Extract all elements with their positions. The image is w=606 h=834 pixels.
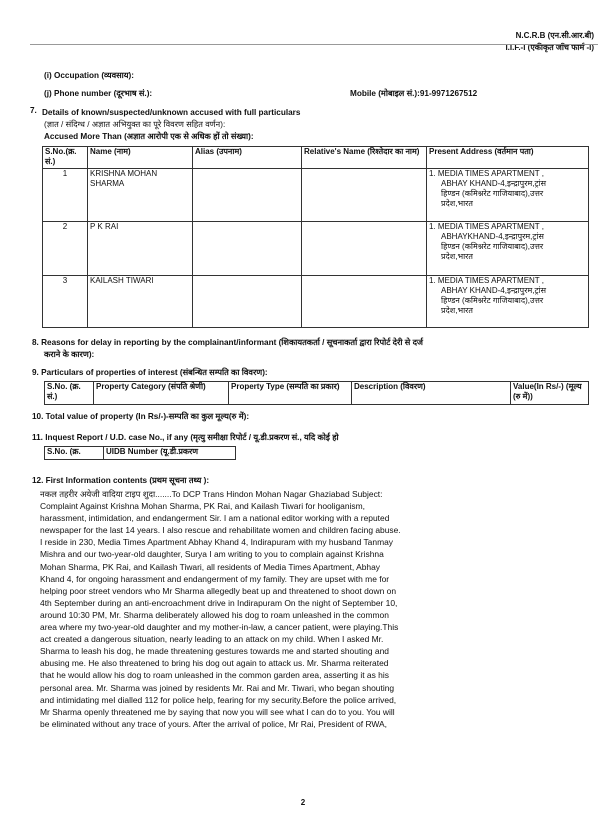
col-sno: S.No. (क्र.	[45, 447, 104, 460]
address-line: ABHAY KHAND-4,इन्द्रापुरम,ट्रांस	[441, 286, 546, 295]
row-relative	[302, 169, 427, 222]
col-sno: S.No. (क्र. सं.)	[45, 382, 94, 405]
property-table-header	[45, 382, 589, 405]
col-relative: Relative's Name (रिश्तेदार का नाम)	[302, 147, 427, 169]
row-name: P K RAI	[88, 222, 193, 276]
row-address	[427, 169, 589, 222]
address-line: हिण्डन (कमिश्नरेट गाजियाबाद),उत्तर	[441, 242, 544, 251]
fir-line: I reside in 230, Media Times Apartment Abhay Khand 4, Indirapuram with my husband Tanmay	[40, 537, 394, 548]
col-description: Description (विवरण)	[352, 382, 511, 405]
col-sno: S.No.(क्र. सं.)	[43, 147, 88, 169]
fir-line: Sharma to leash his dog, he made threatening gestures towards me and started shouting and	[40, 646, 389, 657]
section-10-title: 10. Total value of property (In Rs/-)-सम्पति का कुल मूल्य(रु में):	[32, 412, 250, 421]
address-line: 1. MEDIA TIMES APARTMENT ,	[429, 276, 544, 285]
phone-label: (j) Phone number (दूरभाष सं.):	[44, 89, 153, 98]
property-table	[44, 381, 589, 405]
row-name: KAILASH TIWARI	[88, 276, 193, 328]
fir-line: 4th September during an anti-encroachment drive in Indirapuram On the night of September 10,	[40, 597, 398, 608]
fir-line: act created a dangerous situation, nearly leading to an attack on my child. When I asked Mr.	[40, 634, 384, 645]
address-line: 1. MEDIA TIMES APARTMENT ,	[429, 222, 544, 231]
row-sno: 1	[43, 169, 88, 222]
fir-line: newspaper for the last 14 years. I also rescue and rehabilitate women and children facing abuse.	[40, 525, 401, 536]
row-relative	[302, 276, 427, 328]
address-line: प्रदेश,भारत	[441, 252, 473, 261]
fir-line: Khand 4, for ongoing harassment and endangerment of my family. They are upset with me for	[40, 573, 390, 584]
row-sno: 2	[43, 222, 88, 276]
inquest-table-header	[45, 447, 236, 460]
fir-line: be eliminated without any trace of yours. After the arrival of police, Mr Rai, President of RWA,	[40, 718, 388, 729]
fir-line: Mohan Sharma, PK Rai, and Kailash Tiwari, all residents of Media Times Apartment, Abhay	[40, 561, 381, 572]
address-line: प्रदेश,भारत	[441, 306, 473, 315]
fir-line: abusing me. He also threatened to bring his dog out again to attack us. Mr. Sharma reiterated	[40, 658, 389, 669]
section-11-title: 11. Inquest Report / U.D. case No., if any (मृत्यु समीक्षा रिपोर्ट / यू.डी.प्रकरण सं., यदि कोई हो	[32, 433, 339, 442]
form-header	[505, 30, 594, 54]
section-7-number: 7.	[30, 106, 37, 115]
section-7-subtitle: (ज्ञात / संदिग्ध / अज्ञात अभियुक्त का पूरे विवरण सहित वर्णन):	[44, 120, 226, 129]
page-number: 2	[300, 798, 306, 807]
fir-line: area where my two-year-old daughter and my mother-in-law, a cancer patient, were playing.This	[40, 622, 399, 633]
header-rule	[30, 44, 598, 45]
section-8-title: 8. Reasons for delay in reporting by the complainant/informant (शिकायतकर्ता / सूचनाकर्ता द्वारा रिपोर्ट देरी से दर्ज	[32, 338, 423, 347]
row-sno: 3	[43, 276, 88, 328]
header-ncrb: N.C.R.B (एन.सी.आर.बी)	[515, 31, 594, 40]
accused-more-than: Accused More Than (अज्ञात आरोपी एक से अधिक हों तो संख्या):	[44, 132, 254, 141]
mobile-number: Mobile (मोबाइल सं.):91-9971267512	[350, 89, 478, 98]
col-address: Present Address (वर्तमान पता)	[427, 147, 589, 169]
accused-table-header	[43, 147, 589, 169]
col-category: Property Category (संपति श्रेणी)	[94, 382, 229, 405]
table-row	[43, 169, 589, 222]
address-line: हिण्डन (कमिश्नरेट गाजियाबाद),उत्तर	[441, 296, 544, 305]
row-alias	[193, 169, 302, 222]
occupation-label: (i) Occupation (व्यवसाय):	[44, 71, 134, 80]
header-iif: I.I.F.-I (एकीकृत जाँच फार्म -I)	[505, 43, 594, 52]
col-name: Name (नाम)	[88, 147, 193, 169]
address-line: ABHAY KHAND-4,इन्द्रापुरम,ट्रांस	[441, 179, 546, 188]
address-line: 1. MEDIA TIMES APARTMENT ,	[429, 169, 544, 178]
fir-line: that he would allow his dog to roam unleashed in the common garden area, asserting it as his	[40, 670, 389, 681]
first-information-contents	[40, 488, 580, 730]
address-line: ABHAYKHAND-4,इन्द्रापुरम,ट्रांस	[441, 232, 544, 241]
address-line: हिण्डन (कमिश्नरेट गाजियाबाद),उत्तर	[441, 189, 544, 198]
fir-line: नकल तहरीर अयेजी वादिया टाइप शुदा.......To DCP Trans Hindon Mohan Nagar Ghaziabad Subject:	[40, 489, 383, 499]
fir-line: harassment, intimidation, and endangerment Sir. I am a national editor working with a reputed	[40, 513, 390, 524]
fir-line: Complaint Against Krishna Mohan Sharma, PK Rai, and Kailash Tiwari for hooliganism,	[40, 501, 366, 512]
fir-line: and intimidating meI dialled 112 for police help, fearing for my security.Before the police arrived,	[40, 694, 397, 705]
section-8-title-cont: कराने के कारण):	[44, 350, 95, 359]
section-9-title: 9. Particulars of properties of interest (संबन्धित सम्पति का विवरण):	[32, 368, 268, 377]
row-name: KRISHNA MOHAN SHARMA	[88, 169, 193, 222]
fir-line: personal area. Mr. Sharma was joined by residents Mr. Rai and Mr. Tiwari, who began shouting	[40, 682, 395, 693]
fir-line: Mishra and our two-year-old daughter, Surya I am writing to you to complain against Krishna	[40, 549, 384, 560]
accused-table	[42, 146, 589, 328]
address-line: प्रदेश,भारत	[441, 199, 473, 208]
row-relative	[302, 222, 427, 276]
row-address	[427, 222, 589, 276]
inquest-table	[44, 446, 236, 460]
col-alias: Alias (उपनाम)	[193, 147, 302, 169]
row-alias	[193, 276, 302, 328]
fir-line: around 10:30 PM, Mr. Sharma deliberately allowed his dog to roam unleashed in the common	[40, 609, 389, 620]
section-12-title: 12. First Information contents (प्रथम सूचना तथ्य ):	[32, 476, 210, 485]
section-7-title: Details of known/suspected/unknown accused with full particulars	[42, 108, 301, 117]
col-type: Property Type (सम्पति का प्रकार)	[229, 382, 352, 405]
fir-line: Mr Sharma openly threatened me by saying that now you will see what I can do to you. You will	[40, 706, 395, 717]
col-uidb: UIDB Number (यू.डी.प्रकरण	[104, 447, 236, 460]
row-address	[427, 276, 589, 328]
col-value: Value(In Rs/-) (मूल्य (रु में))	[511, 382, 589, 405]
row-alias	[193, 222, 302, 276]
table-row	[43, 276, 589, 328]
fir-line: helping poor street vendors who Mr Sharma allegedly beat up and threatened to shoot down on	[40, 585, 397, 596]
table-row	[43, 222, 589, 276]
